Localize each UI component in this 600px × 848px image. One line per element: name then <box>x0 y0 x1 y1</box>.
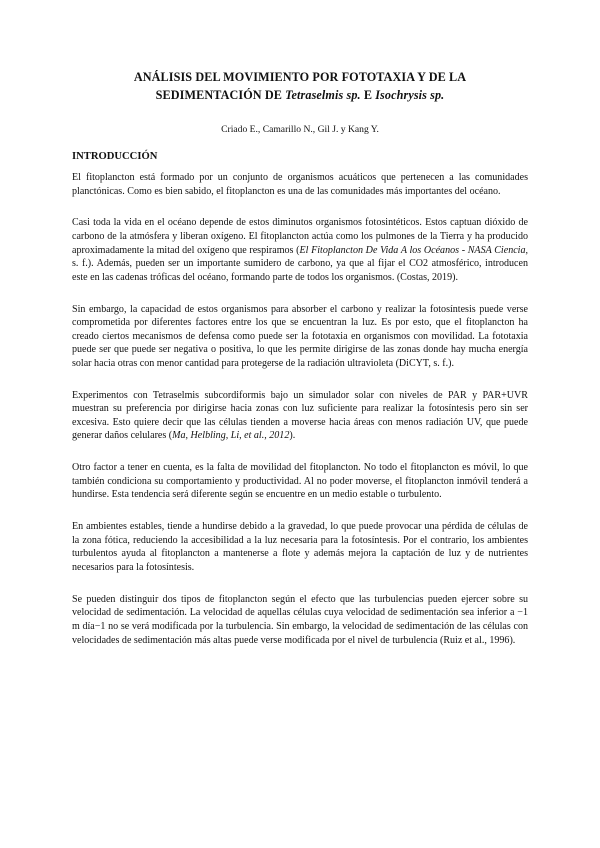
title-line-2-prefix: SEDIMENTACIÓN DE <box>155 88 286 102</box>
paragraph-2-text-b: s. f.). Además, pueden ser un importante sumidero de carbono, ya que al fijar el CO2 atmosférico, introducen este en las cadenas tróficas del océano, formando parte de todos los organismos. (Costas, 2019). <box>72 258 528 283</box>
paragraph-2-citation: El Fitoplancton De Vida A los Océanos - NASA Ciencia, <box>299 244 528 256</box>
paragraph-1: El fitoplancton está formado por un conjunto de organismos acuáticos que pertenecen a las comunidades planctónicas. Como es bien sabido, el fitoplancton es una de las comunidades más importantes del océano. <box>72 172 528 197</box>
title-line-1: ANÁLISIS DEL MOVIMIENTO POR FOTOTAXIA Y DE LA <box>133 70 467 84</box>
title-species-1: Tetraselmis sp. <box>285 88 361 102</box>
title-connector: E <box>360 88 376 102</box>
paragraph-2-text-a: Casi toda la vida en el océano depende de estos diminutos organismos fotosintéticos. Estos captuan dióxido de carbono de la atmósfera y liberan oxígeno. El fitoplancton actúa como los pulmones de la Tierra y ha producido aproximadamente la mitad del oxígeno que respiramos ( <box>72 217 528 256</box>
paper-title <box>60 68 540 104</box>
title-line-2 <box>60 86 540 104</box>
paragraph-4 <box>72 389 528 443</box>
paragraph-3: Sin embargo, la capacidad de estos organismos para absorber el carbono y realizar la fotosíntesis puede verse comprometida por diferentes factores entre los que se encuentran la luz. Es por esto, que el fitoplancton ha creado ciertos mecanismos de defensa como puede ser la fototaxia en organismos con movilidad. La fototaxia puede ser que puede ser negativa o positiva, lo que les permite dirigirse de las zonas donde hay mucha energía solar hacia otras con menor cantidad para protegerse de la radiación ultravioleta (DiCYT, s. f.). <box>72 303 528 369</box>
paragraph-4-text-a: Experimentos con Tetraselmis subcordiformis bajo un simulador solar con niveles de PAR y PAR+UVR muestran su preferencia por dirigirse hacia zonas con luz suficiente para realizar la fotosíntesis pero sin ser excesiva. Esto quiere decir que las células tienden a moverse hacia áreas con menos radiación UV, que puede generar daños celulares ( <box>72 389 528 442</box>
paragraph-4-text-b: ). <box>289 430 296 442</box>
body-text <box>72 171 528 665</box>
section-heading: INTRODUCCIÓN <box>72 151 158 162</box>
paragraph-6: En ambientes estables, tiende a hundirse debido a la gravedad, lo que puede provocar una pérdida de células de la zona fótica, reduciendo la accesibilidad a la luz necesaria para la fotosíntesis. Por el contrario, los ambientes turbulentos ayuda al fitoplancton a mantenerse a flote y además mejora la captación de luz y de nutrientes necesarios para la fotosíntesis. <box>72 521 528 573</box>
author-list: Criado E., Camarillo N., Gil J. y Kang Y. <box>221 124 379 135</box>
paragraph-5: Otro factor a tener en cuenta, es la falta de movilidad del fitoplancton. No todo el fitoplancton es móvil, lo que también condiciona su comportamiento y productividad. Al no poder moverse, el fitoplancton inmóvil tenderá a hundirse. Esta tendencia será diferente según se encuentre en un medio estable o turbulento. <box>72 462 528 501</box>
paragraph-7: Se pueden distinguir dos tipos de fitoplancton según el efecto que las turbulencias pueden ejercer sobre su velocidad de sedimentación. La velocidad de aquellas células cuya velocidad de sedimentación sea inferior a −1 m día−1 no se verá modificada por la turbulencia. Sin embargo, la velocidad de sedimentación de las células con velocidades de sedimentación más altas puede verse modificada por el nivel de turbulencia (Ruiz et al., 1996). <box>72 593 528 646</box>
paragraph-4-citation: Ma, Helbling, Li, et al., 2012 <box>172 430 290 442</box>
paragraph-2 <box>72 216 528 284</box>
title-species-2: Isochrysis sp. <box>375 88 445 102</box>
